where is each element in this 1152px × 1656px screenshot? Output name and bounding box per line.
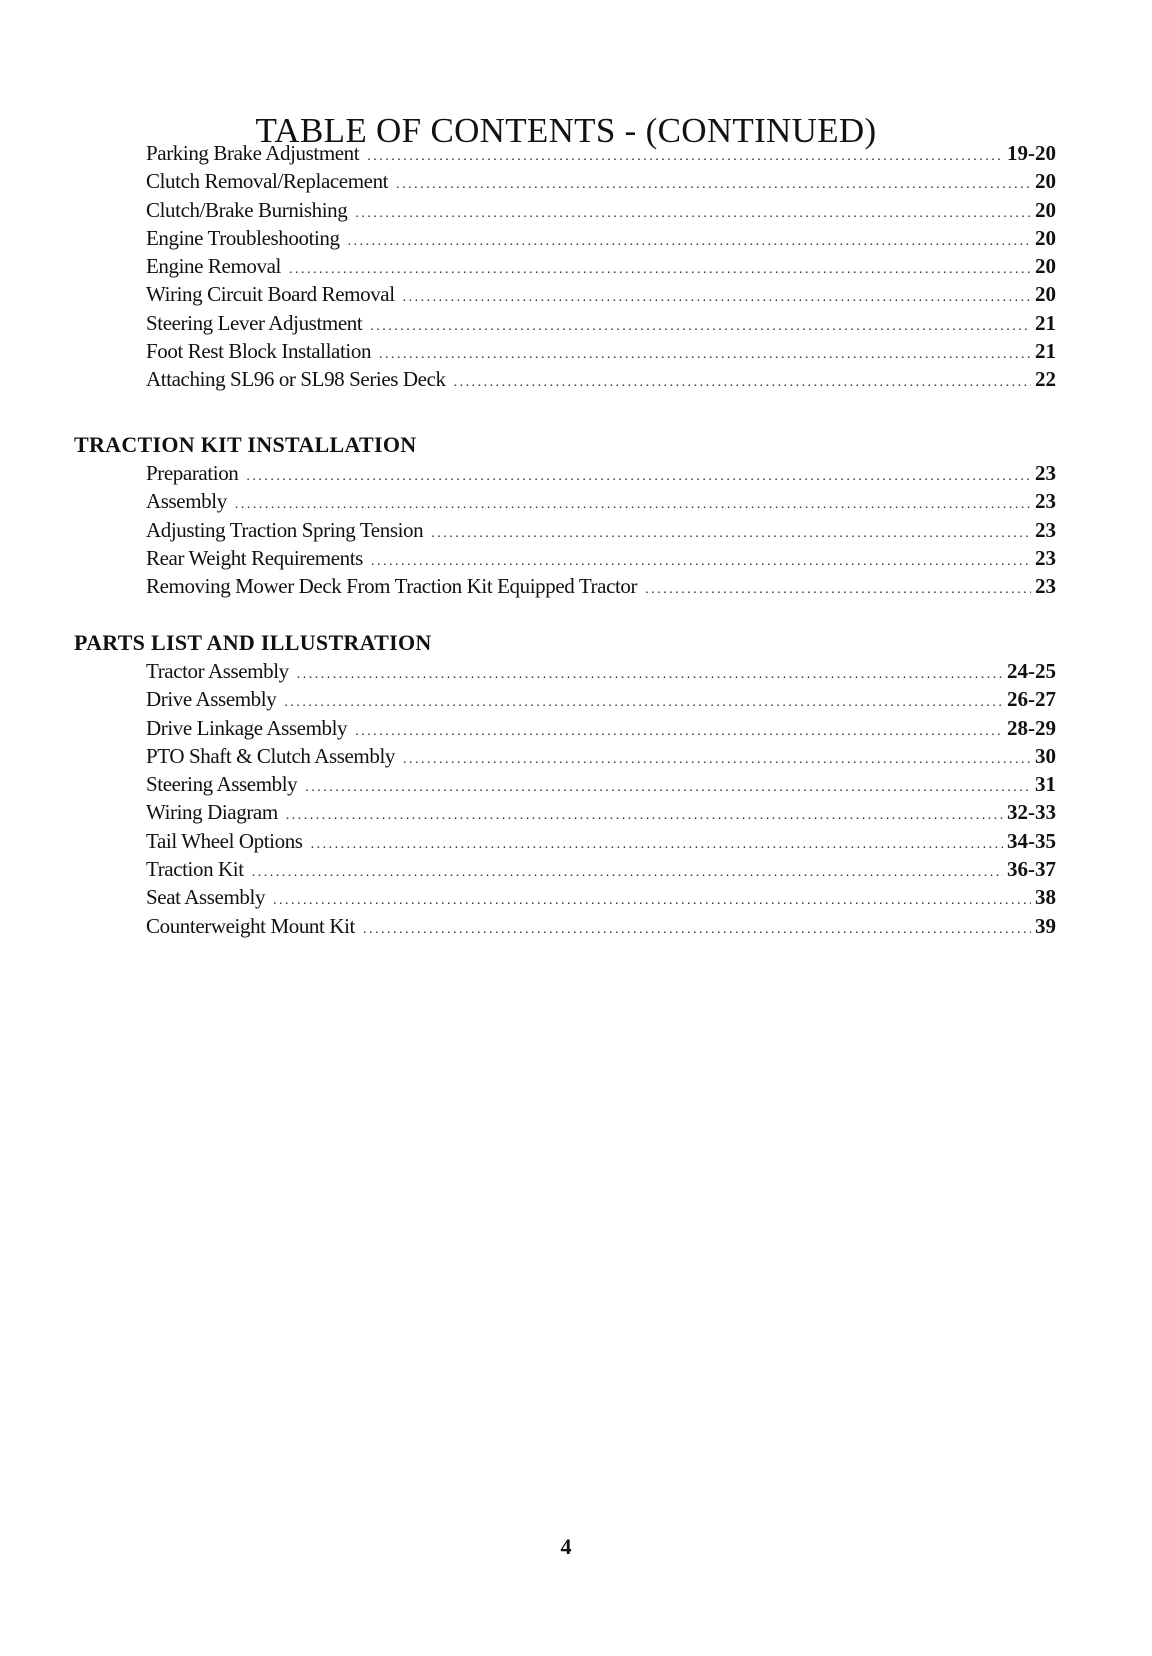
toc-entry[interactable] [146, 912, 1056, 940]
toc-entry[interactable] [146, 487, 1056, 515]
dot-leader [363, 916, 1031, 944]
toc-entry-page: 23 [1035, 461, 1056, 485]
toc-entry[interactable] [146, 337, 1056, 365]
toc-section-parts-list [74, 629, 1056, 940]
toc-entry-label: Clutch Removal/Replacement [146, 169, 389, 194]
dot-leader [305, 774, 1031, 802]
toc-entry-label: Engine Troubleshooting [146, 225, 340, 250]
toc-entry-label: Seat Assembly [146, 885, 266, 910]
toc-entry-page: 21 [1035, 339, 1056, 364]
toc-entry[interactable] [146, 252, 1056, 280]
dot-leader [454, 369, 1031, 397]
toc-entry[interactable] [146, 139, 1056, 167]
toc-entry-page: 20 [1035, 169, 1056, 194]
dot-leader [645, 576, 1031, 604]
toc-entry-label: Tail Wheel Options [146, 828, 303, 853]
toc-entry[interactable] [146, 167, 1056, 195]
toc-entry[interactable] [146, 516, 1056, 544]
dot-leader [297, 661, 1003, 689]
toc-entry-label: Assembly [146, 489, 227, 514]
dot-leader [355, 200, 1031, 228]
toc-entry-page: 23 [1035, 517, 1056, 542]
toc-entry[interactable] [146, 572, 1056, 600]
toc-list-traction-kit [74, 459, 1056, 600]
toc-list-continued [74, 139, 1056, 394]
toc-entry[interactable] [146, 883, 1056, 911]
toc-entry-label: Traction Kit [146, 857, 244, 882]
toc-entry-page: 20 [1035, 254, 1056, 279]
dot-leader [246, 463, 1031, 491]
toc-list-parts [74, 657, 1056, 940]
toc-entry-page: 39 [1035, 913, 1056, 938]
toc-entry-page: 20 [1035, 197, 1056, 222]
toc-entry-page: 34-35 [1007, 828, 1056, 853]
toc-entry[interactable] [146, 459, 1056, 487]
toc-entry[interactable] [146, 685, 1056, 713]
toc-entry[interactable] [146, 742, 1056, 770]
toc-entry[interactable] [146, 827, 1056, 855]
toc-section-traction-kit [74, 431, 1056, 600]
toc-entry-page: 38 [1035, 885, 1056, 910]
page-title: TABLE OF CONTENTS - (CONTINUED) [255, 111, 877, 151]
toc-entry-page: 20 [1035, 225, 1056, 250]
dot-leader [379, 341, 1031, 369]
toc-entry[interactable] [146, 196, 1056, 224]
toc-entry-label: Parking Brake Adjustment [146, 141, 360, 165]
dot-leader [367, 143, 1003, 171]
toc-entry-label: Attaching SL96 or SL98 Series Deck [146, 367, 446, 392]
dot-leader [273, 887, 1031, 915]
toc-entry-label: Steering Assembly [146, 772, 298, 797]
dot-leader [370, 313, 1031, 341]
dot-leader [284, 689, 1003, 717]
section-heading: TRACTION KIT INSTALLATION [74, 432, 417, 457]
toc-entry[interactable] [146, 224, 1056, 252]
toc-entry[interactable] [146, 855, 1056, 883]
toc-entry[interactable] [146, 798, 1056, 826]
toc-entry[interactable] [146, 770, 1056, 798]
toc-entry-page: 28-29 [1007, 715, 1056, 740]
page-number: 4 [560, 1534, 572, 1559]
toc-entry-label: Removing Mower Deck From Traction Kit Equipped Tractor [146, 574, 638, 599]
dot-leader [348, 228, 1031, 256]
toc-entry-label: Wiring Circuit Board Removal [146, 282, 395, 307]
toc-entry-label: Clutch/Brake Burnishing [146, 197, 348, 222]
toc-section-continued [74, 139, 1056, 394]
toc-entry-label: Preparation [146, 461, 239, 485]
toc-entry-label: Engine Removal [146, 254, 281, 279]
toc-entry-label: Drive Assembly [146, 687, 277, 712]
dot-leader [311, 831, 1003, 859]
toc-entry-page: 30 [1035, 743, 1056, 768]
toc-entry[interactable] [146, 365, 1056, 393]
dot-leader [289, 256, 1031, 284]
toc-entry-label: Wiring Diagram [146, 800, 278, 825]
dot-leader [403, 284, 1031, 312]
toc-entry-label: Foot Rest Block Installation [146, 339, 372, 364]
toc-entry-label: Adjusting Traction Spring Tension [146, 517, 424, 542]
toc-entry-page: 21 [1035, 310, 1056, 335]
dot-leader [396, 171, 1031, 199]
section-heading: PARTS LIST AND ILLUSTRATION [74, 630, 432, 655]
toc-entry-page: 23 [1035, 574, 1056, 599]
toc-entry-page: 24-25 [1007, 659, 1056, 683]
toc-entry-label: Rear Weight Requirements [146, 545, 363, 570]
toc-entry[interactable] [146, 657, 1056, 685]
toc-entry-page: 23 [1035, 489, 1056, 514]
toc-entry[interactable] [146, 714, 1056, 742]
toc-entry[interactable] [146, 309, 1056, 337]
toc-entry-label: Counterweight Mount Kit [146, 913, 355, 938]
toc-entry[interactable] [146, 544, 1056, 572]
dot-leader [252, 859, 1003, 887]
toc-entry-label: Steering Lever Adjustment [146, 310, 363, 335]
toc-entry-page: 32-33 [1007, 800, 1056, 825]
dot-leader [355, 718, 1003, 746]
toc-entry-label: Drive Linkage Assembly [146, 715, 348, 740]
toc-entry[interactable] [146, 280, 1056, 308]
dot-leader [286, 802, 1003, 830]
toc-entry-page: 31 [1035, 772, 1056, 797]
toc-entry-page: 22 [1035, 367, 1056, 392]
dot-leader [431, 520, 1031, 548]
toc-entry-page: 26-27 [1007, 687, 1056, 712]
dot-leader [403, 746, 1031, 774]
toc-entry-page: 23 [1035, 545, 1056, 570]
toc-entry-label: Tractor Assembly [146, 659, 289, 683]
toc-entry-label: PTO Shaft & Clutch Assembly [146, 743, 395, 768]
toc-entry-page: 20 [1035, 282, 1056, 307]
toc-entry-page: 19-20 [1007, 141, 1056, 165]
toc-entry-page: 36-37 [1007, 857, 1056, 882]
